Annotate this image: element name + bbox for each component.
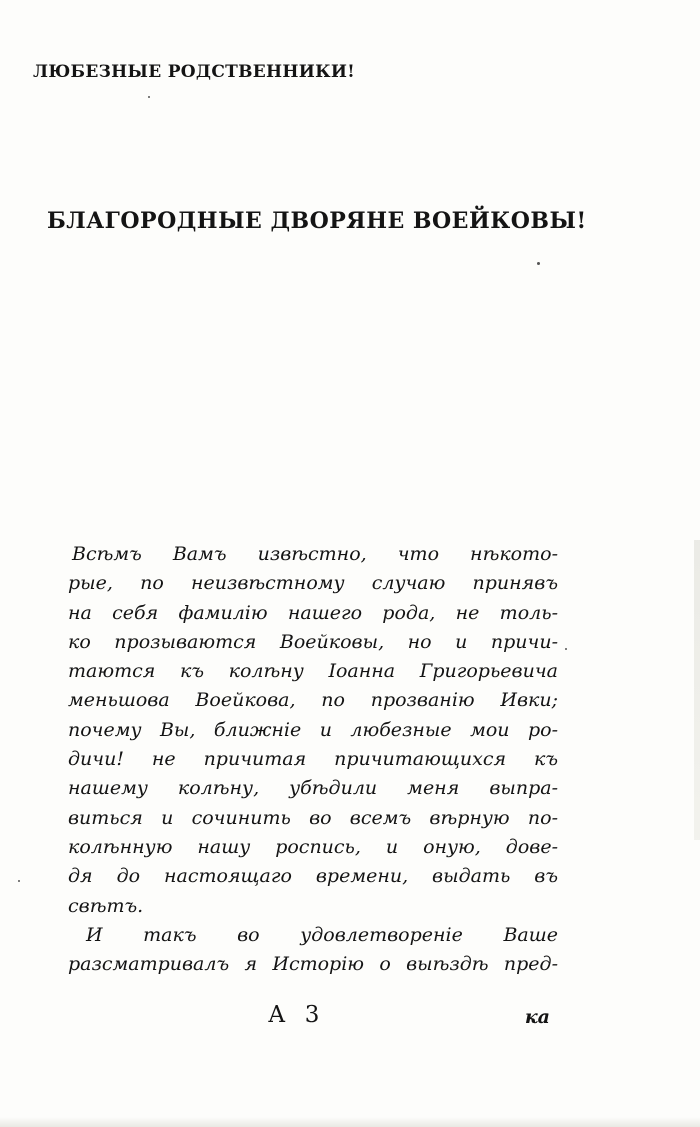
text-line: свѣтъ. <box>68 894 144 917</box>
signature-mark: А 3 <box>268 1002 326 1028</box>
text-line: дя до настоящаго времени, выдать въ <box>68 865 558 888</box>
text-line: виться и сочинить во всемъ вѣрную по- <box>68 806 558 829</box>
text-line: таются къ колѣну Іоанна Григорьевича <box>68 660 558 683</box>
text-line: меньшова Воейкова, по прозванію Ивки; <box>68 689 558 712</box>
page-title: БЛАГОРОДНЫЕ ДВОРЯНЕ ВОЕЙКОВЫ! <box>47 208 587 234</box>
text-line: разсматривалъ я Исторію о выѣздѣ пред- <box>68 953 558 976</box>
text-line: дичи! не причитая причитающихся къ <box>68 748 558 771</box>
ink-speck <box>148 96 150 98</box>
body-paragraph <box>68 540 558 979</box>
page-bottom-edge <box>0 1117 700 1127</box>
catchword: ка <box>524 1006 550 1028</box>
text-line: почему Вы, ближніе и любезные мои ро- <box>68 718 558 741</box>
text-line: ко прозываются Воейковы, но и причи- <box>68 630 558 653</box>
page-footer <box>68 1002 550 1032</box>
page-header: ЛЮБЕЗНЫЕ РОДСТВЕННИКИ! <box>33 62 356 82</box>
text-line: И такъ во удовлетвореніе Ваше <box>86 923 558 946</box>
text-line: Всѣмъ Вамъ извѣстно, что нѣкото- <box>72 543 558 565</box>
ink-speck <box>18 880 20 882</box>
ink-speck <box>537 262 540 265</box>
text-line: на себя фамилію нашего рода, не толь- <box>68 601 558 624</box>
ink-speck <box>565 648 567 650</box>
page-edge-shadow <box>694 540 700 840</box>
text-line: нашему колѣну, убѣдили меня выпра- <box>68 777 558 800</box>
text-line: колѣнную нашу роспись, и оную, дове- <box>68 835 558 858</box>
text-line: рые, по неизвѣстному случаю принявъ <box>68 572 558 595</box>
